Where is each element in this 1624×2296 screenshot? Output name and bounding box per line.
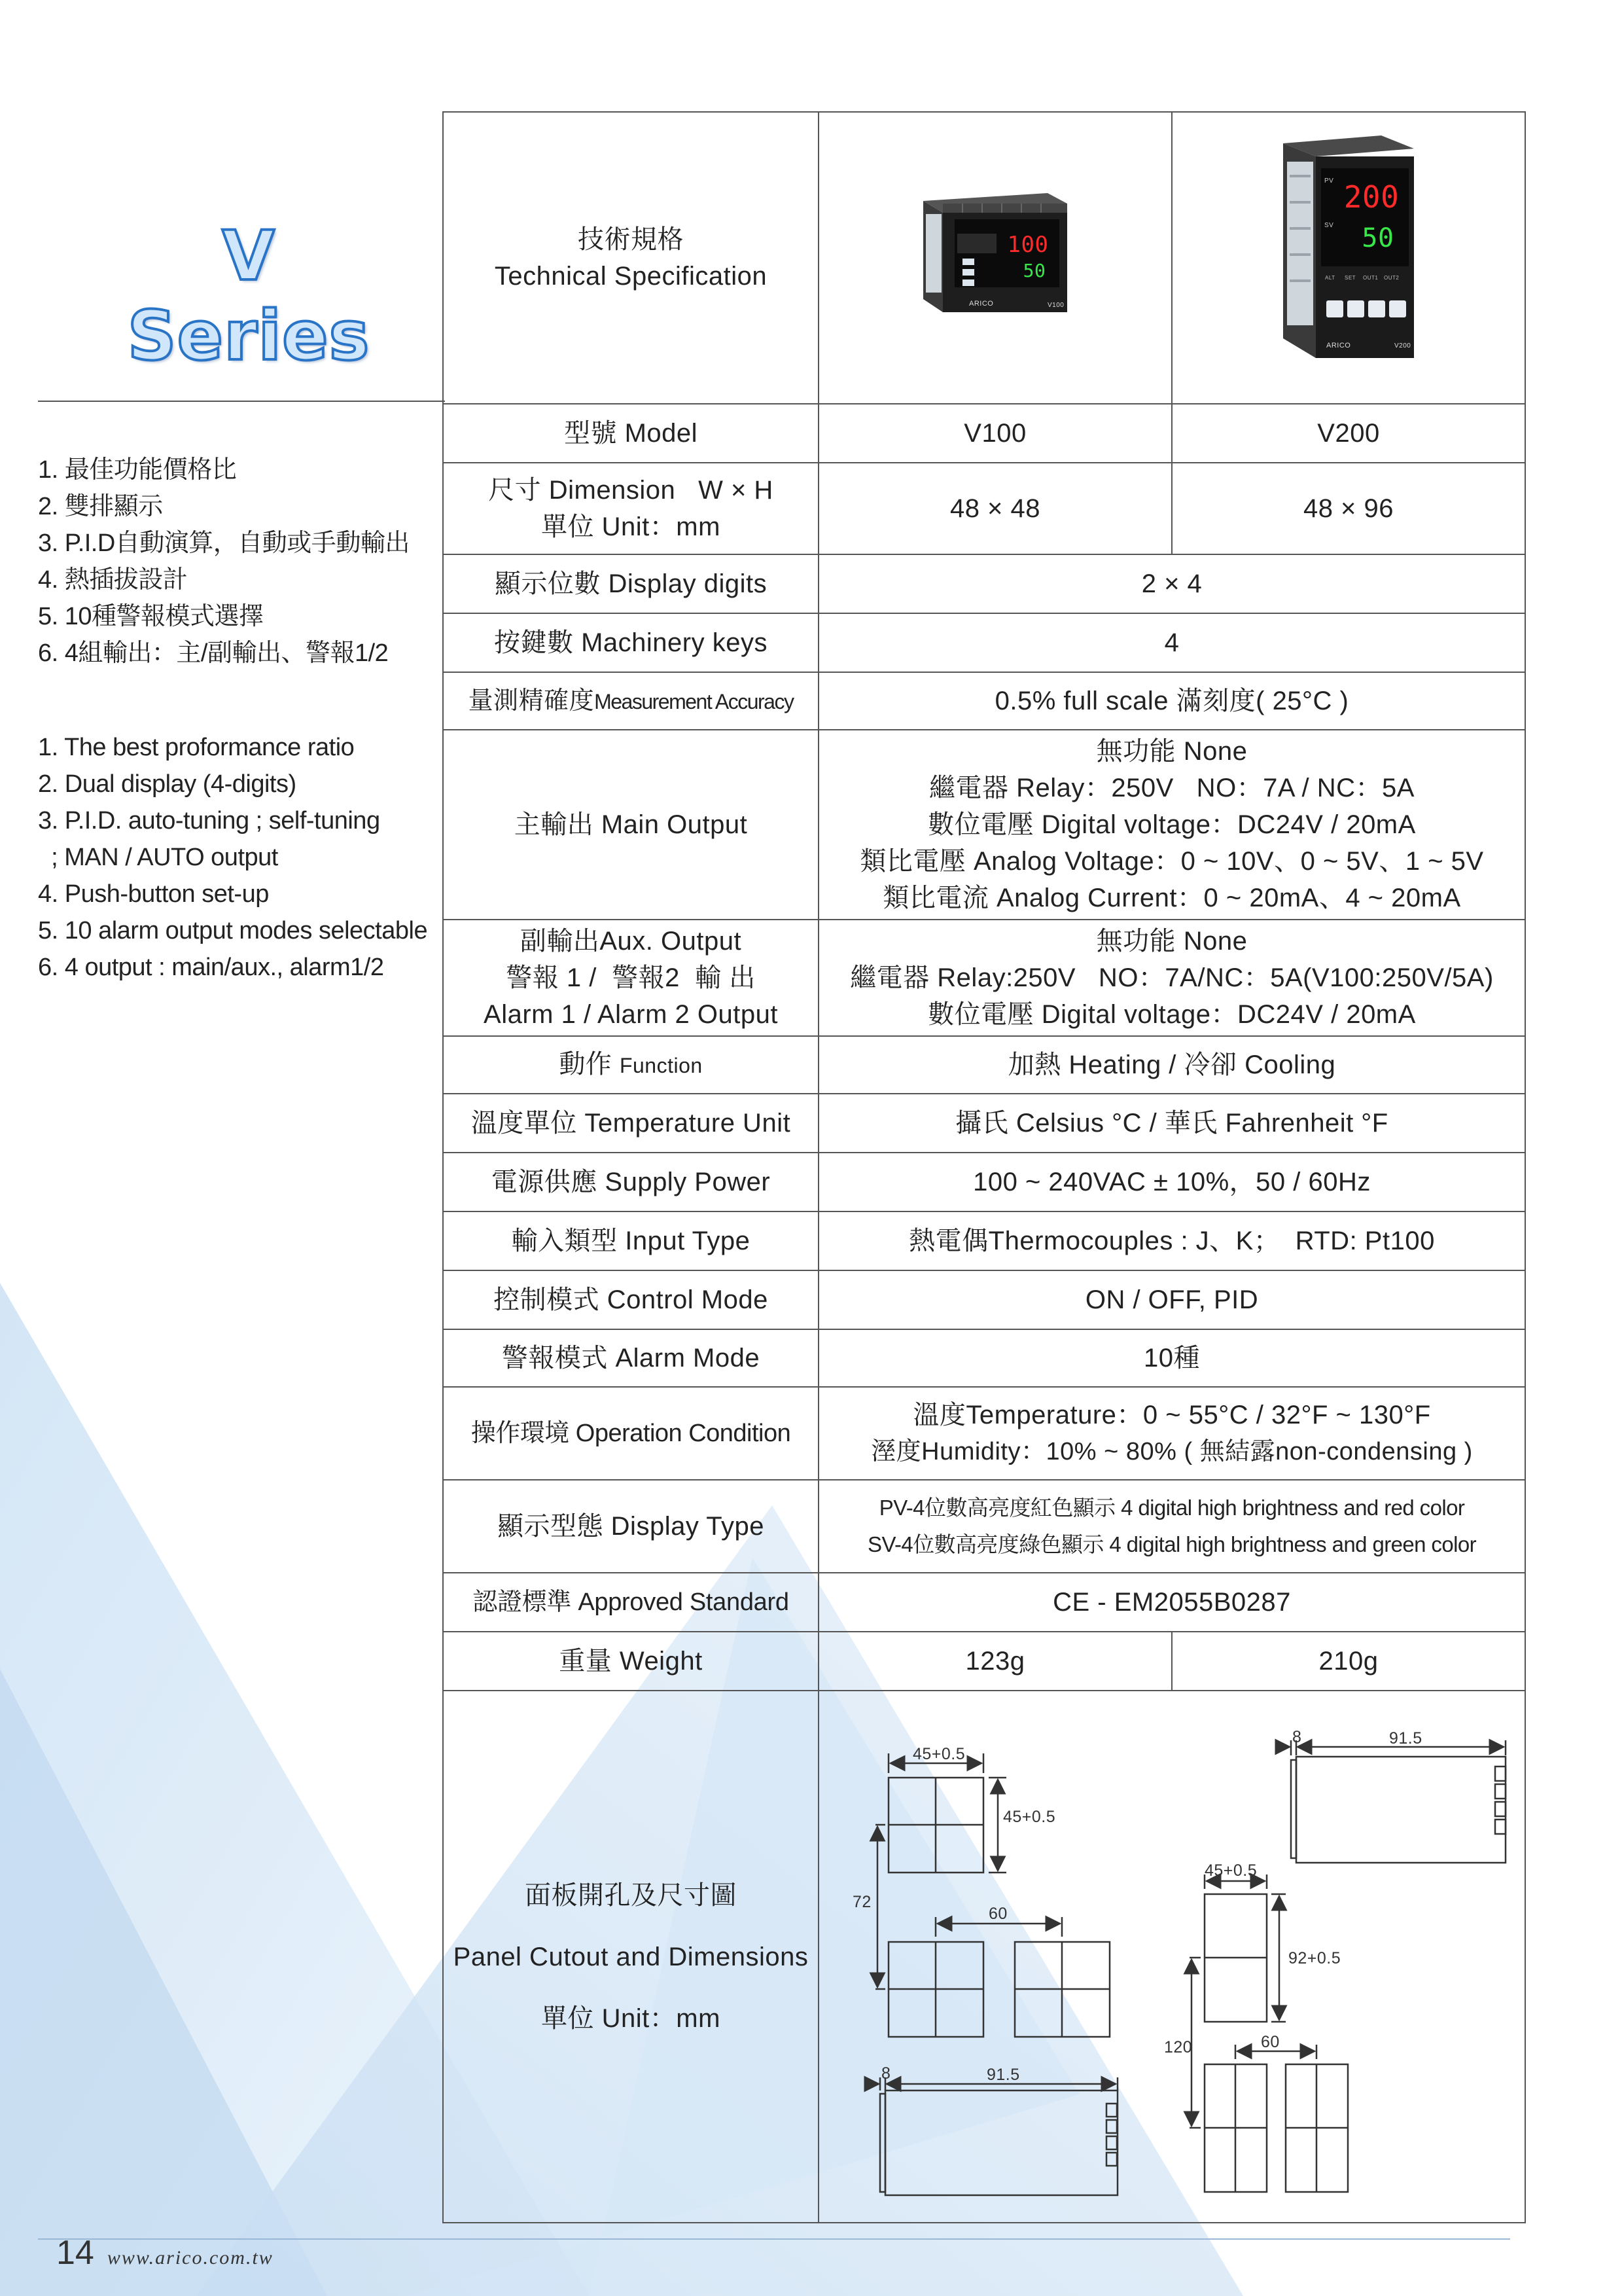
list-item: 3. P.I.D. auto-tuning ; self-tuning [38, 807, 380, 834]
value-power: 100 ~ 240VAC ± 10%，50 / 60Hz [819, 1153, 1525, 1211]
aux-label-line: Alarm 1 / Alarm 2 Output [484, 1000, 778, 1029]
table-row [443, 920, 1525, 1036]
dim-label: 72 [853, 1893, 872, 1911]
page-number: 14 [56, 2234, 94, 2272]
list-item: 2. 雙排顯示 [38, 493, 163, 520]
panel-cutout-drawing [820, 1691, 1524, 2212]
function-label-en: Function [619, 1054, 703, 1077]
series-title: V Series [127, 216, 370, 376]
dim-label: 91.5 [987, 2066, 1020, 2084]
dim-label: 45+0.5 [1205, 1861, 1258, 1880]
list-item: 3. P.I.D自動演算，自動或手動輸出 [38, 529, 410, 557]
value-v100-weight: 123g [819, 1632, 1172, 1691]
dim-label: 60 [1261, 2033, 1280, 2051]
dim-label: 92+0.5 [1288, 1949, 1341, 1967]
table-row [443, 1036, 1525, 1094]
v100-sv-display: 50 [1023, 259, 1046, 281]
features-en-list [38, 729, 427, 986]
table-row [443, 1153, 1525, 1211]
display-type-line: SV-4位數高亮度綠色顯示 4 digital high brightness and green color [868, 1532, 1476, 1556]
v200-sv-tag: SV [1324, 221, 1334, 229]
operation-line: 溼度Humidity：10% ~ 80% ( 無結露non-condensing ) [871, 1438, 1473, 1465]
main-output-line: 類比電流 Analog Current：0 ~ 20mA、4 ~ 20mA [883, 884, 1461, 912]
panel-label-line: Panel Cutout and Dimensions [453, 1942, 809, 1971]
aux-output-line: 繼電器 Relay:250V NO：7A/NC：5A(V100:250V/5A) [850, 963, 1494, 992]
table-row [443, 1691, 1525, 2223]
value-digits: 2 × 4 [819, 554, 1525, 613]
footer [56, 2233, 274, 2272]
row-label-control-mode: 控制模式 Control Mode [443, 1270, 819, 1329]
row-label-power: 電源供應 Supply Power [443, 1153, 819, 1211]
table-row [443, 672, 1525, 730]
row-label-function [443, 1036, 819, 1094]
v200-key-label: OUT2 [1384, 274, 1400, 281]
list-item: 5. 10 alarm output modes selectable [38, 917, 428, 944]
list-item: ; MAN / AUTO output [38, 844, 278, 871]
accuracy-label-en: Measurement Accuracy [594, 690, 794, 713]
value-v200-dimension: 48 × 96 [1172, 463, 1525, 554]
value-input-type: 熱電偶Thermocouples : J、K； RTD: Pt100 [819, 1211, 1525, 1270]
v200-sv-display: 50 [1362, 223, 1394, 253]
value-v200-model: V200 [1172, 404, 1525, 463]
value-function: 加熱 Heating / 冷卻 Cooling [819, 1036, 1525, 1094]
row-label-panel [443, 1691, 819, 2223]
list-item: 1. 最佳功能價格比 [38, 456, 237, 484]
list-item: 4. 熱插拔設計 [38, 566, 188, 594]
value-alarm-mode: 10種 [819, 1329, 1525, 1387]
panel-label-line: 面板開孔及尺寸圖 [525, 1880, 737, 1910]
dim-label: 8 [881, 2064, 891, 2083]
dim-label: 45+0.5 [913, 1745, 966, 1763]
panel-label-line: 單位 Unit：mm [541, 2003, 720, 2033]
aux-label-line: 副輸出Aux. Output [520, 927, 742, 956]
table-row [443, 730, 1525, 920]
spec-header-en: Technical Specification [494, 262, 768, 291]
value-temp-unit: 攝氏 Celsius °C / 華氏 Fahrenheit °F [819, 1094, 1525, 1153]
main-output-line: 類比電壓 Analog Voltage：0 ~ 10V、0 ~ 5V、1 ~ 5V [860, 847, 1484, 876]
v100-pv-display: 100 [1007, 231, 1049, 258]
table-row [443, 1632, 1525, 1691]
v200-model-label: V200 [1394, 342, 1411, 350]
list-item: 1. The best proformance ratio [38, 734, 355, 761]
accuracy-label-zh: 量測精確度 [468, 687, 595, 715]
value-control-mode: ON / OFF, PID [819, 1270, 1525, 1329]
v200-key-label: ALT [1325, 274, 1335, 281]
row-label-keys: 按鍵數 Machinery keys [443, 613, 819, 672]
aux-output-line: 數位電壓 Digital voltage：DC24V / 20mA [928, 1000, 1416, 1029]
main-output-line: 繼電器 Relay：250V NO：7A / NC：5A [929, 774, 1415, 802]
list-item: 2. Dual display (4-digits) [38, 770, 296, 798]
value-main-output [819, 730, 1525, 920]
v100-brand-label: ARICO [969, 299, 994, 308]
dim-label: 45+0.5 [1003, 1808, 1056, 1826]
v200-brand-label: ARICO [1326, 341, 1351, 350]
value-accuracy: 0.5% full scale 滿刻度( 25°C ) [819, 672, 1525, 730]
table-row [443, 1270, 1525, 1329]
dim-label: 120 [1164, 2038, 1193, 2056]
row-label-main-output: 主輸出 Main Output [443, 730, 819, 920]
table-row [443, 554, 1525, 613]
value-standard: CE - EM2055B0287 [819, 1573, 1525, 1632]
spec-header-cell [443, 112, 819, 404]
dim-label: 91.5 [1389, 1729, 1422, 1748]
value-v200-weight: 210g [1172, 1632, 1525, 1691]
spec-header-zh: 技術規格 [578, 225, 684, 254]
table-row [443, 1573, 1525, 1632]
website-url: www.arico.com.tw [107, 2247, 274, 2269]
table-row [443, 1329, 1525, 1387]
value-operation [819, 1387, 1525, 1480]
dimension-drawings [819, 1691, 1525, 2223]
table-row [443, 1094, 1525, 1153]
row-label-digits: 顯示位數 Display digits [443, 554, 819, 613]
row-label-operation: 操作環境 Operation Condition [443, 1387, 819, 1480]
row-label-dimension [443, 463, 819, 554]
v200-key-label: SET [1345, 274, 1356, 281]
row-label-input-type: 輸入類型 Input Type [443, 1211, 819, 1270]
row-label-aux-output [443, 920, 819, 1036]
dimension-unit-line: 單位 Unit：mm [541, 512, 720, 541]
list-item: 4. Push-button set-up [38, 880, 269, 908]
aux-output-line: 無功能 None [1096, 927, 1248, 956]
v200-pv-display: 200 [1343, 179, 1400, 215]
row-label-display-type: 顯示型態 Display Type [443, 1480, 819, 1573]
value-v100-dimension: 48 × 48 [819, 463, 1172, 554]
main-output-line: 數位電壓 Digital voltage：DC24V / 20mA [928, 810, 1416, 839]
row-label-weight: 重量 Weight [443, 1632, 819, 1691]
table-row [443, 1387, 1525, 1480]
v200-key-label: OUT1 [1363, 274, 1379, 281]
value-display-type [819, 1480, 1525, 1573]
aux-label-line: 警報 1 / 警報2 輸 出 [506, 963, 756, 992]
list-item: 5. 10種警報模式選擇 [38, 603, 264, 630]
v200-device-image [1263, 129, 1434, 378]
v100-image-cell [819, 112, 1172, 404]
divider [38, 401, 445, 402]
row-label-temp-unit: 溫度單位 Temperature Unit [443, 1094, 819, 1153]
spec-table [442, 111, 1526, 2223]
row-label-standard: 認證標準 Approved Standard [443, 1573, 819, 1632]
v200-image-cell [1172, 112, 1525, 404]
row-label-accuracy [443, 672, 819, 730]
dim-label: 60 [989, 1905, 1008, 1923]
table-row [443, 404, 1525, 463]
list-item: 6. 4組輸出：主/副輸出、警報1/2 [38, 639, 389, 667]
v100-model-label: V100 [1048, 301, 1065, 309]
row-label-alarm-mode: 警報模式 Alarm Mode [443, 1329, 819, 1387]
value-keys: 4 [819, 613, 1525, 672]
table-row [443, 463, 1525, 554]
v100-device-image [904, 181, 1087, 325]
function-label-zh: 動作 [559, 1050, 612, 1079]
value-aux-output [819, 920, 1525, 1036]
dimension-label-line: 尺寸 Dimension W × H [488, 476, 773, 505]
table-row [443, 613, 1525, 672]
display-type-line: PV-4位數高亮度紅色顯示 4 digital high brightness and red color [879, 1496, 1465, 1520]
features-zh-list [38, 452, 410, 672]
v200-pv-tag: PV [1324, 177, 1334, 185]
operation-line: 溫度Temperature：0 ~ 55°C / 32°F ~ 130°F [913, 1401, 1431, 1429]
row-label-model: 型號 Model [443, 404, 819, 463]
table-row [443, 1480, 1525, 1573]
main-output-line: 無功能 None [1096, 737, 1248, 766]
dim-label: 8 [1292, 1728, 1302, 1746]
table-row [443, 1211, 1525, 1270]
value-v100-model: V100 [819, 404, 1172, 463]
list-item: 6. 4 output : main/aux., alarm1/2 [38, 954, 384, 981]
table-row [443, 112, 1525, 404]
